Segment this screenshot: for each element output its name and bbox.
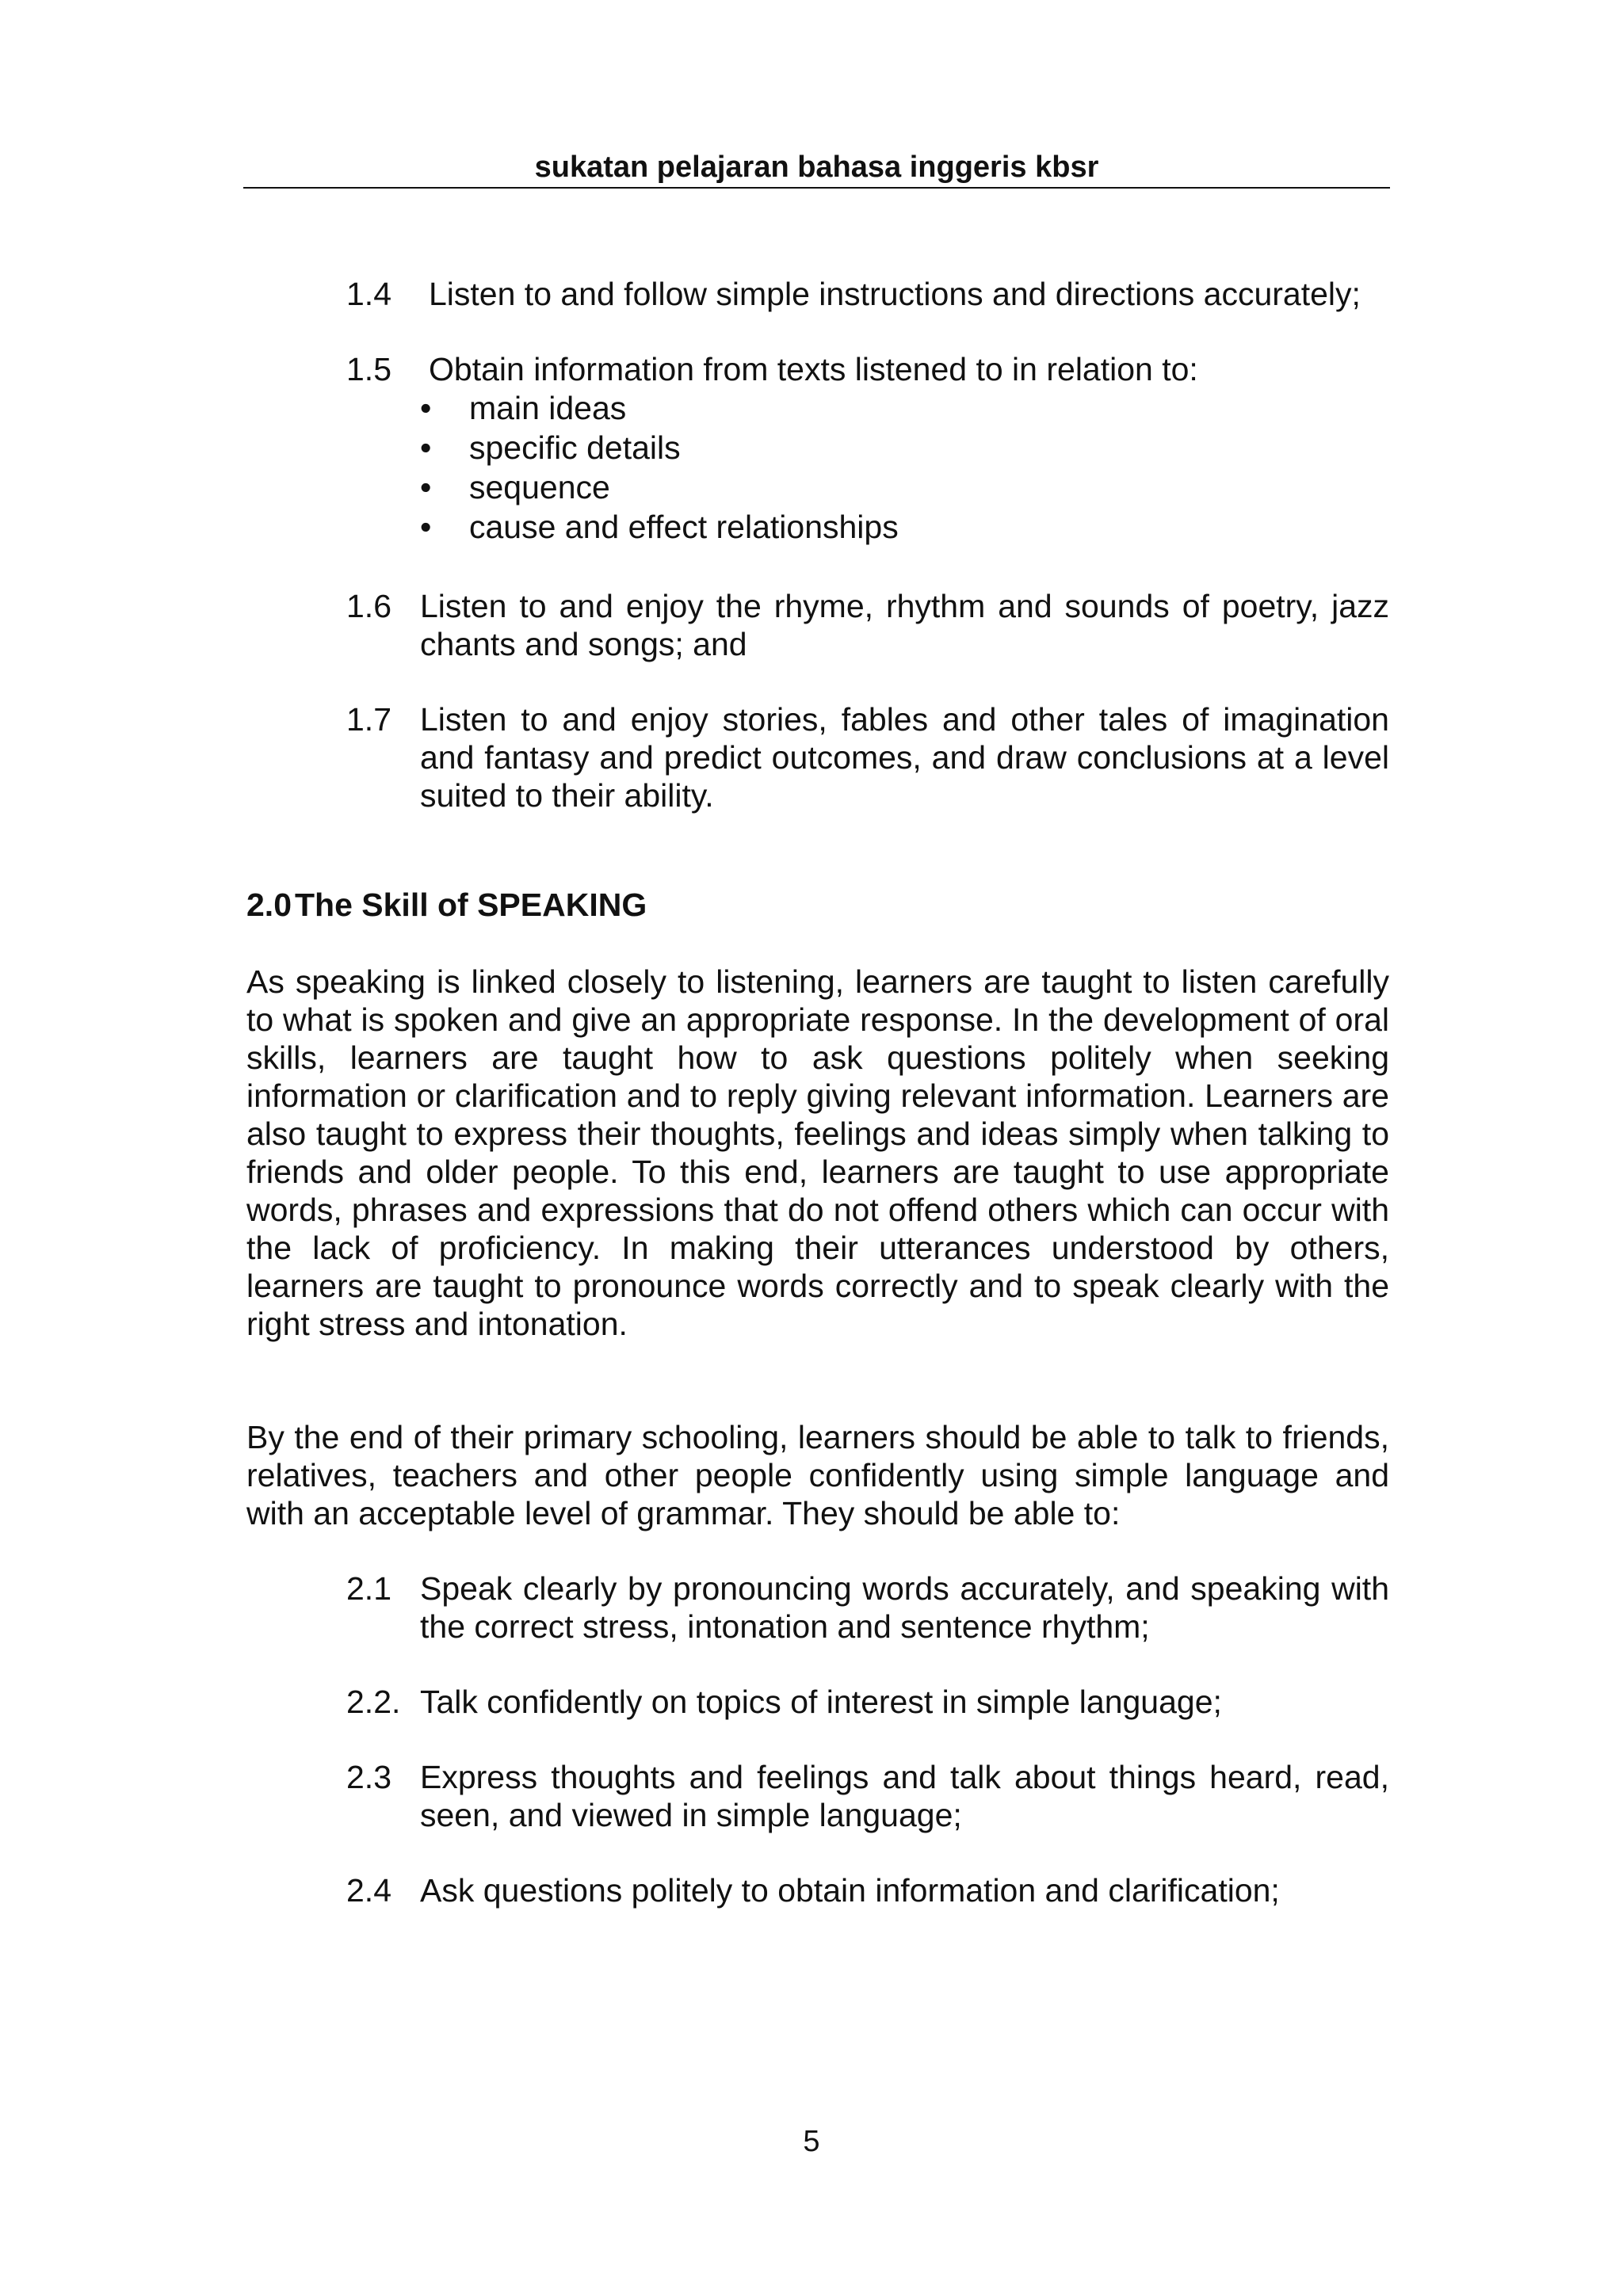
list-item-1-5 bbox=[346, 350, 1389, 547]
item-text: Listen to and enjoy the rhyme, rhythm and sounds of poetry, jazz chants and songs; and bbox=[420, 588, 1389, 662]
page-number: 5 bbox=[803, 2125, 820, 2158]
list-item-2-4 bbox=[346, 1871, 1389, 1909]
item-text: Listen to and follow simple instructions and directions accurately; bbox=[429, 276, 1361, 312]
bullet-item: • cause and effect relationships bbox=[420, 509, 899, 545]
item-number: 1.5 bbox=[346, 351, 391, 387]
item-number: 1.4 bbox=[346, 276, 391, 312]
section-title: The Skill of SPEAKING bbox=[295, 887, 647, 923]
item-text: Obtain information from texts listened to in relation to: bbox=[429, 351, 1198, 387]
body-paragraph: By the end of their primary schooling, learners should be able to talk to friends, relatives, teachers and other people confidently using simple language and with an acceptable level of grammar. They should be able to: bbox=[246, 1419, 1389, 1531]
item-text: Speak clearly by pronouncing words accurately, and speaking with the correct stress, intonation and sentence rhythm; bbox=[420, 1570, 1389, 1645]
bullet-icon: • bbox=[420, 469, 432, 505]
body-paragraph: As speaking is linked closely to listening, learners are taught to listen carefully to what is spoken and give an appropriate response. In the development of oral skills, learners are taught how to ask questions politely when seeking information or clarification and to reply giving relevant information. Learners are also taught to express their thoughts, feelings and ideas simply when talking to friends and older people. To this end, learners are taught to use appropriate words, phrases and expressions that do not offend others which can occur with the lack of proficiency. In making their utterances understood by others, learners are taught to pronounce words correctly and to speak clearly with the right stress and intonation. bbox=[246, 963, 1389, 1342]
bullet-list bbox=[420, 388, 1389, 547]
item-number: 2.3 bbox=[346, 1759, 391, 1795]
item-text: Express thoughts and feelings and talk about things heard, read, seen, and viewed in simple language; bbox=[420, 1759, 1389, 1833]
bullet-icon: • bbox=[420, 429, 432, 466]
section-heading bbox=[246, 886, 647, 924]
running-header: sukatan pelajaran bahasa inggeris kbsr bbox=[534, 151, 1099, 184]
bullet-item: • sequence bbox=[420, 469, 610, 505]
item-number: 1.7 bbox=[346, 701, 391, 738]
list-item-2-2 bbox=[346, 1683, 1389, 1721]
list-item-1-4 bbox=[346, 275, 1389, 313]
bullet-icon: • bbox=[420, 509, 432, 545]
item-text: Ask questions politely to obtain information and clarification; bbox=[420, 1872, 1280, 1909]
section-number: 2.0 bbox=[246, 887, 292, 923]
item-text: Talk confidently on topics of interest in simple language; bbox=[420, 1684, 1222, 1720]
list-item-1-7 bbox=[346, 700, 1389, 814]
list-item-1-6 bbox=[346, 587, 1389, 663]
item-text: Listen to and enjoy stories, fables and other tales of imagination and fantasy and predict outcomes, and draw conclusions at a level suited to their ability. bbox=[420, 701, 1389, 814]
list-item-2-3 bbox=[346, 1758, 1389, 1834]
item-number: 2.2. bbox=[346, 1684, 401, 1720]
header-rule bbox=[243, 187, 1390, 189]
item-number: 2.4 bbox=[346, 1872, 391, 1909]
bullet-item: • specific details bbox=[420, 429, 681, 466]
bullet-item: • main ideas bbox=[420, 390, 627, 426]
item-number: 1.6 bbox=[346, 588, 391, 624]
list-item-2-1 bbox=[346, 1569, 1389, 1646]
bullet-icon: • bbox=[420, 390, 432, 426]
item-number: 2.1 bbox=[346, 1570, 391, 1607]
